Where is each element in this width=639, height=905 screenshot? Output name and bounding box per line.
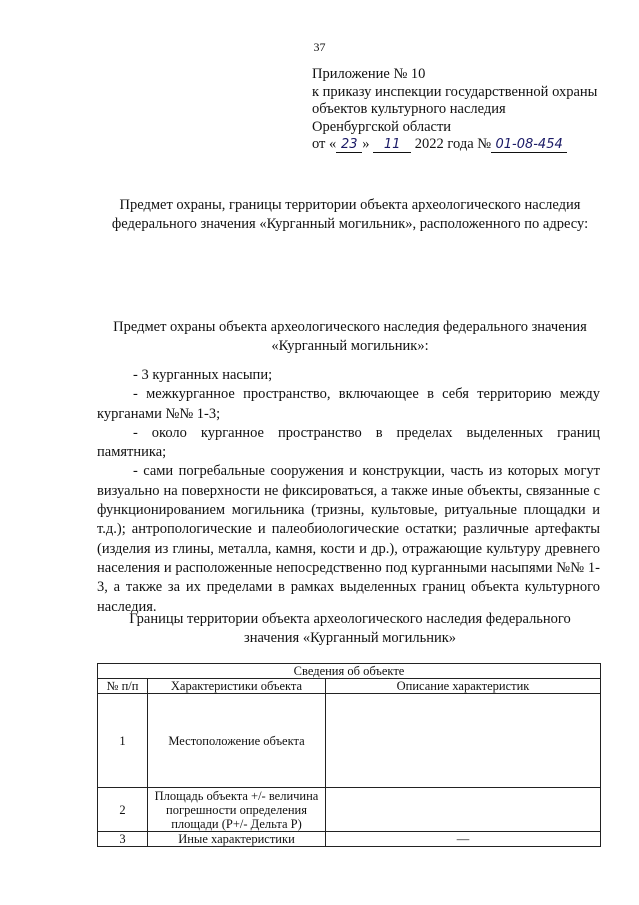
table-header-row [98, 679, 601, 694]
appendix-header [312, 66, 597, 154]
table-caption-row [98, 664, 601, 679]
date-month: 11 [373, 137, 411, 153]
appendix-line-4: Оренбургской области [312, 118, 452, 135]
list-item: - сами погребальные сооружения и конструкции, часть из которых могут визуально на поверхности не фиксироваться, а также иные объекты, связанные с функционированием могильника (тризны, культовые, ритуальные площадки и т.д.); антропологические и палеобиологические остатки; различные артефакты (изделия из глины, металла, камня, кости и др.), отражающие культуру древнего населения и расположенные непосредственно под курганными насыпями №№ 1-3, а также за их пределами в рамках выделенных границ объекта культурного наследия. [97, 463, 600, 615]
row-description: — [326, 832, 601, 847]
date-close-quote: » [362, 136, 370, 152]
list-item: - межкурганное пространство, включающее в себя территорию между курганами №№ 1-3; [97, 386, 600, 422]
row-characteristic: Местоположение объекта [148, 694, 326, 788]
table-caption: Сведения об объекте [98, 664, 601, 679]
order-number: 01-08-454 [491, 137, 567, 153]
row-description [326, 694, 601, 788]
date-year-text: 2022 года № [414, 136, 492, 152]
list-item: - около курганное пространство в пределах выделенных границ памятника; [97, 424, 600, 461]
boundaries-title-line-1: Границы территории объекта археологического наследия федерального [129, 611, 571, 627]
appendix-line-3: объектов культурного наследия [312, 101, 506, 117]
row-number: 2 [98, 788, 148, 832]
date-day: 23 [336, 137, 362, 153]
object-info-table [97, 663, 601, 847]
row-characteristic: Иные характеристики [148, 832, 326, 847]
date-prefix: от [312, 136, 326, 152]
appendix-line-1: Приложение № 10 [312, 66, 426, 82]
list-item: - 3 курганных насыпи; [133, 367, 273, 383]
row-number: 1 [98, 694, 148, 788]
table-row [98, 694, 601, 788]
protection-subject-title-line-1: Предмет охраны объекта археологического наследия федерального значения [113, 319, 587, 335]
row-number: 3 [98, 832, 148, 847]
header-characteristic: Характеристики объекта [148, 679, 326, 694]
document-title-line-1: Предмет охраны, границы территории объекта археологического наследия [119, 197, 581, 213]
boundaries-title-line-2: значения «Курганный могильник» [243, 630, 457, 646]
row-description [326, 788, 601, 832]
appendix-date-line [312, 136, 597, 154]
protection-subject-title-line-2: «Курганный могильник»: [271, 338, 429, 354]
date-open-quote: « [329, 136, 337, 152]
protection-subject-title [80, 318, 620, 356]
protection-subject-list [97, 366, 600, 617]
document-title-line-2: федерального значения «Курганный могильник», расположенного по адресу: [111, 216, 589, 232]
document-title [80, 196, 620, 234]
appendix-line-2: к приказу инспекции государственной охраны [312, 83, 598, 100]
header-description: Описание характеристик [326, 679, 601, 694]
row-characteristic: Площадь объекта +/- величина погрешности определения площади (Р+/- Дельта Р) [148, 788, 326, 832]
page-number: 37 [313, 40, 326, 54]
boundaries-title [80, 610, 620, 648]
table-row [98, 832, 601, 847]
table-row [98, 788, 601, 832]
header-number: № п/п [98, 679, 148, 694]
